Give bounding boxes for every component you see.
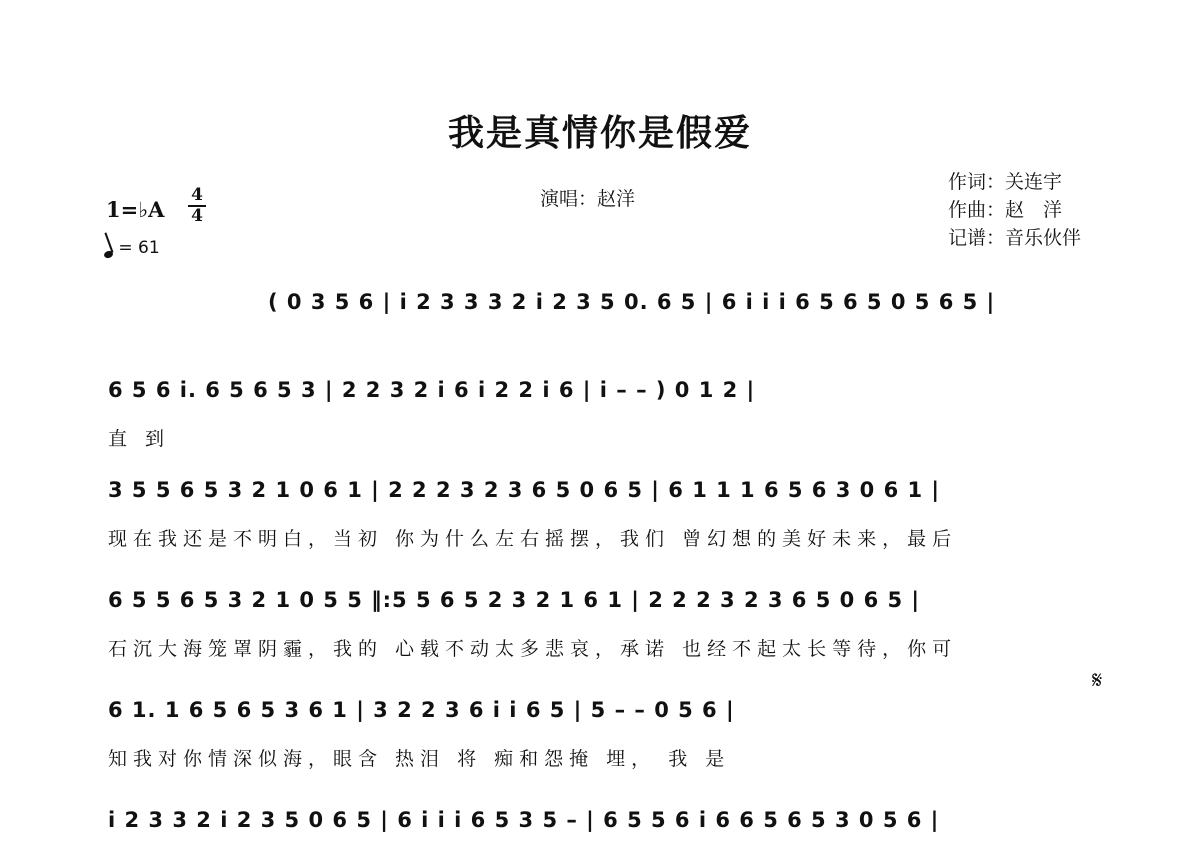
singer-label: 演唱：赵洋	[540, 188, 636, 210]
score-row-3	[108, 478, 1108, 550]
row-lyrics: 知我对你情深似海，眼含 热泪 将 痴和怨掩 埋， 我 是	[108, 748, 731, 770]
row-notes: 6 1. 1 6 5 6 5 3 6 1 | 3 2 2 3 6 i i 6 5 | 5 – – 0 5 6 |	[108, 698, 735, 722]
score-row-6	[108, 808, 1108, 842]
score-row-2	[108, 378, 1108, 450]
row-lyrics: 现在我还是不明白，当初 你为什么左右摇摆，我们 曾幻想的美好未来，最后	[108, 528, 958, 550]
row-lyrics: 直 到	[108, 428, 171, 450]
score-row-4	[108, 588, 1108, 660]
segno-icon: 𝄋	[1092, 666, 1103, 694]
time-top: 4	[191, 185, 203, 205]
row-notes: 3 5 5 6 5 3 2 1 0 6 1 | 2 2 2 3 2 3 6 5 0 6 5 | 6 1 1 1 6 5 6 3 0 6 1 |	[108, 478, 941, 502]
key-signature: 1=♭A	[106, 197, 165, 222]
tempo-marking	[104, 238, 160, 258]
quarter-note-icon	[103, 250, 114, 260]
score-row-5	[108, 698, 1108, 770]
row-notes: i 2 3 3 2 i 2 3 5 0 6 5 | 6 i i i 6 5 3 5 – | 6 5 5 6 i 6 6 5 6 5 3 0 5 6 |	[108, 808, 940, 832]
composer: 作曲：赵 洋	[948, 199, 1063, 221]
row-notes: 6 5 6 i. 6 5 6 5 3 | 2 2 3 2 i 6 i 2 2 i 6 | i – – ) 0 1 2 |	[108, 378, 756, 402]
transcriber: 记谱：音乐伙伴	[948, 227, 1082, 249]
lyricist: 作词：关连宇	[948, 171, 1063, 193]
row-notes: 6 5 5 6 5 3 2 1 0 5 5 ‖:5 5 6 5 2 3 2 1 6 1 | 2 2 2 3 2 3 6 5 0 6 5 |	[108, 588, 921, 612]
song-title: 我是真情你是假爱	[447, 113, 752, 154]
tempo-value: = 61	[118, 238, 160, 258]
score-row-1	[108, 290, 1108, 324]
row-lyrics: 石沉大海笼罩阴霾，我的 心载不动太多悲哀，承诺 也经不起太长等待，你可	[108, 638, 958, 660]
time-bottom: 4	[191, 206, 203, 226]
row-notes: ( 0 3 5 6 | i 2 3 3 3 2 i 2 3 5 0. 6 5 | 6 i i i 6 5 6 5 0 5 6 5 |	[268, 290, 996, 314]
time-signature	[188, 186, 206, 226]
credits	[948, 168, 1081, 252]
